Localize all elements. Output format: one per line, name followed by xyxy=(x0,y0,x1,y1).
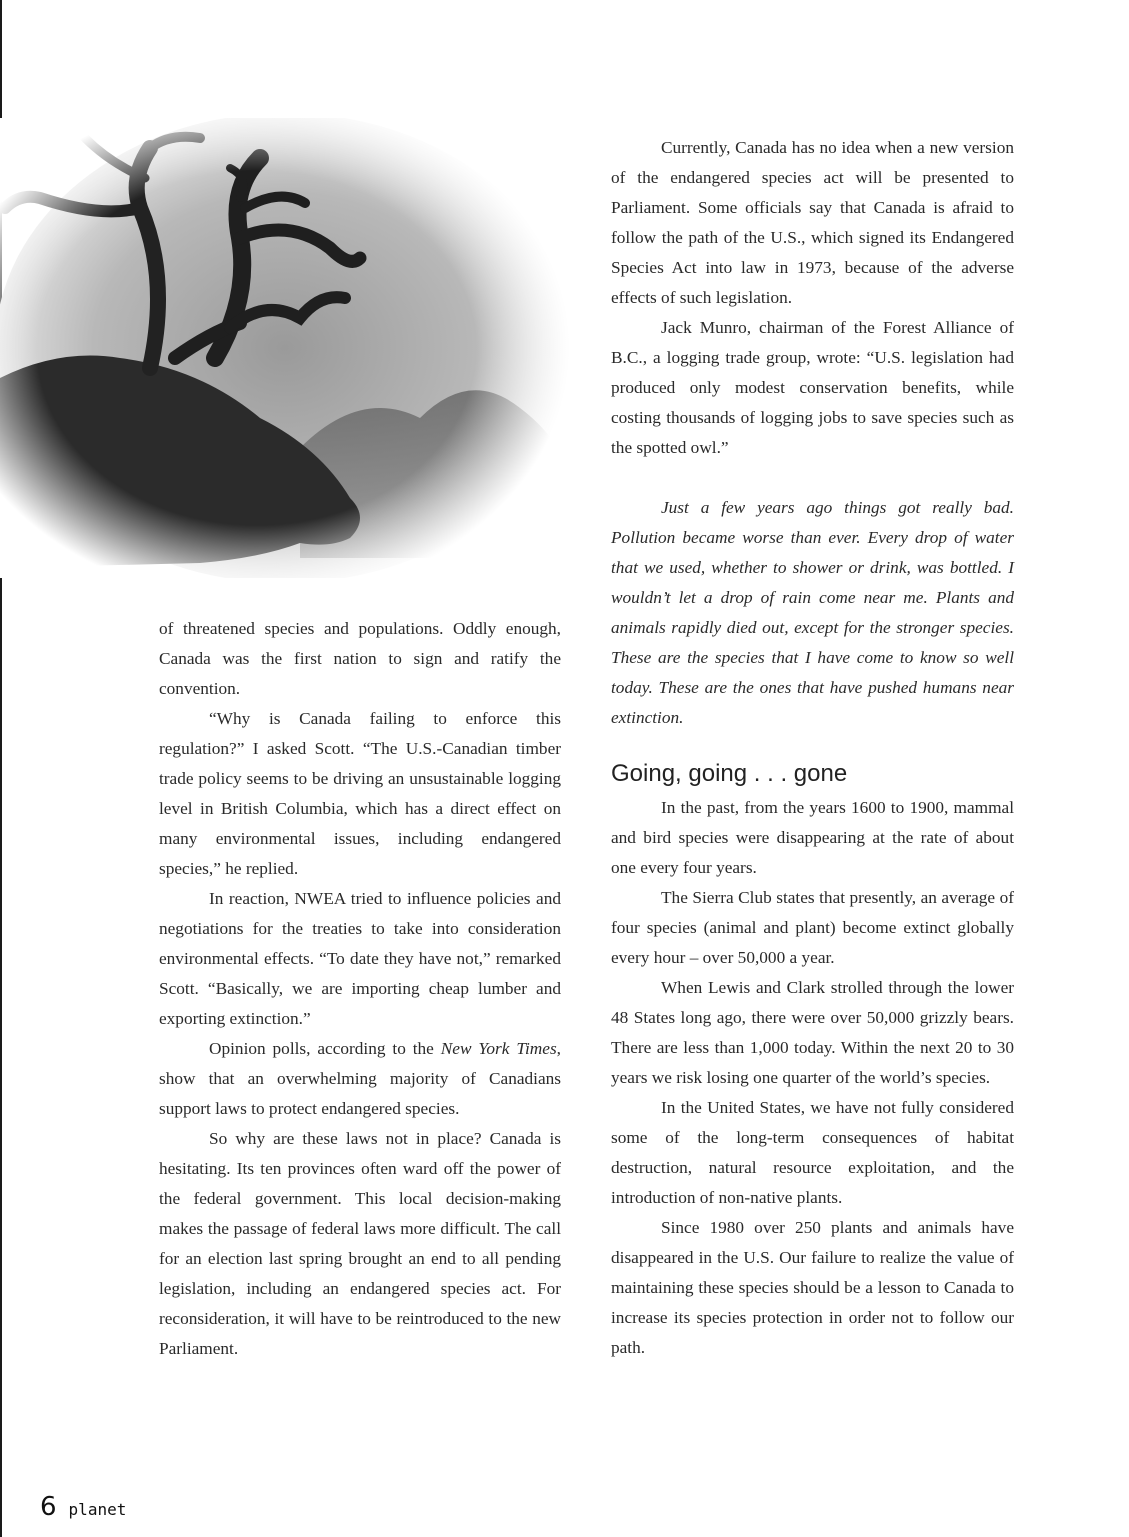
paragraph-opinion-polls xyxy=(159,1034,561,1124)
right-column-top-text xyxy=(611,133,1014,463)
paragraph: Since 1980 over 250 plants and animals have disappeared in the U.S. Our failure to realize the value of maintaining these species should be a lesson to Canada to increase its species protection in order not to follow our path. xyxy=(611,1218,1014,1357)
paragraph: Currently, Canada has no idea when a new version of the endangered species act will be presented to Parliament. Some officials say that Canada is afraid to follow the path of the U.S., which signed its Endangered Species Act into law in 1973, because of the adverse effects of such legislation. xyxy=(611,138,1014,307)
paragraph: Jack Munro, chairman of the Forest Alliance of B.C., a logging trade group, wrote: “U.S. legislation had produced only modest conservation benefits, while costing thousands of logging jobs to save species such as the spotted owl.” xyxy=(611,318,1014,457)
caribou-antlers-photo xyxy=(0,118,570,578)
paragraph: In the past, from the years 1600 to 1900, mammal and bird species were disappearing at the rate of about one every four years. xyxy=(611,798,1014,877)
quote-text: Just a few years ago things got really bad. Pollution became worse than ever. Every drop of water that we used, whether to shower or drink, was bottled. I wouldn’t let a drop of rain come near me. Plants and animals rapidly died out, except for the stronger species. These are the species that I have come to know so well today. These are the ones that have pushed humans near extinction. xyxy=(611,498,1014,727)
text-span: Opinion polls, according to the xyxy=(209,1039,441,1058)
italic-pull-quote xyxy=(611,493,1014,733)
paragraph: So why are these laws not in place? Canada is hesitating. Its ten provinces often ward off the power of the federal government. This local decision-making makes the passage of federal laws more difficult. The call for an election last spring brought an end to all pending legislation, including an endangered species act. For reconsideration, it will have to be reintroduced to the new Parliament. xyxy=(159,1129,561,1358)
paragraph: “Why is Canada failing to enforce this regulation?” I asked Scott. “The U.S.-Canadian timber trade policy seems to be driving an unsustainable logging level in British Columbia, which has a direct effect on many environmental issues, including endangered species,” he replied. xyxy=(159,709,561,878)
paragraph: When Lewis and Clark strolled through the lower 48 States long ago, there were over 50,000 grizzly bears. There are less than 1,000 today. Within the next 20 to 30 years we risk losing one quarter of the world’s species. xyxy=(611,978,1014,1087)
left-column-text xyxy=(159,614,561,1364)
magazine-name: planet xyxy=(68,1500,127,1519)
page-footer xyxy=(40,1492,126,1522)
section-heading: Going, going . . . gone xyxy=(611,760,848,787)
paragraph: In reaction, NWEA tried to influence policies and negotiations for the treaties to take into consideration environmental effects. “To date they have not,” remarked Scott. “Basically, we are importing cheap lumber and exporting extinction.” xyxy=(159,889,561,1028)
paragraph: The Sierra Club states that presently, an average of four species (animal and plant) become extinct globally every hour – over 50,000 a year. xyxy=(611,888,1014,967)
right-column-bottom-text xyxy=(611,793,1014,1363)
paragraph: of threatened species and populations. Oddly enough, Canada was the first nation to sign and ratify the convention. xyxy=(159,619,561,698)
paragraph: In the United States, we have not fully considered some of the long-term consequences of habitat destruction, natural resource exploitation, and the introduction of non-native plants. xyxy=(611,1098,1014,1207)
page-number: 6 xyxy=(40,1492,57,1522)
publication-name: New York Times xyxy=(440,1039,557,1058)
text-span: , show that an overwhelming majority of Canadians support laws to protect endangered species. xyxy=(159,1039,561,1118)
